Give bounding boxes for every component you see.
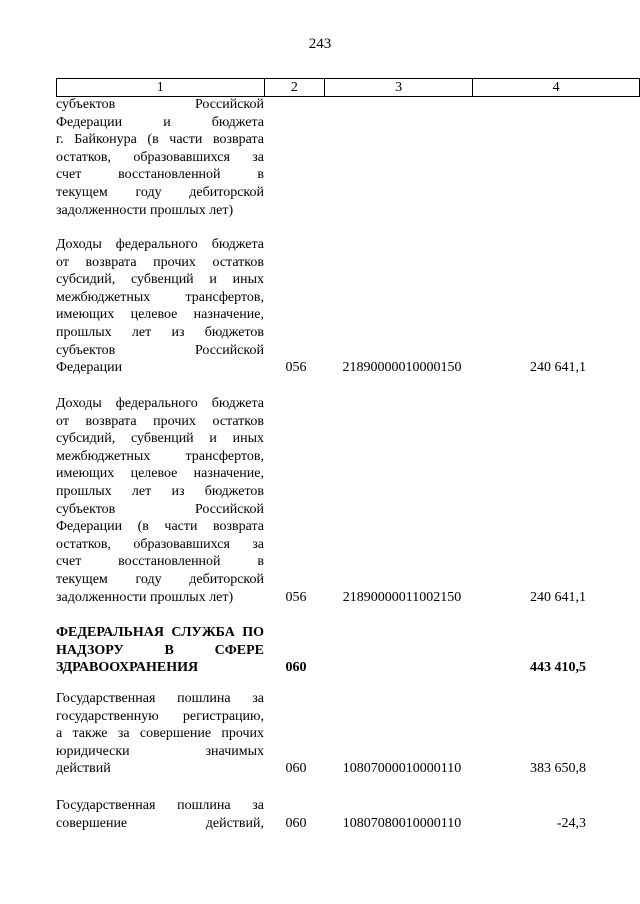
description-line: субсидий, субвенций и иных bbox=[56, 272, 264, 288]
row-description bbox=[56, 236, 264, 377]
description-line: ФЕДЕРАЛЬНАЯ СЛУЖБА ПО bbox=[56, 625, 264, 640]
row-amount: 240 641,1 bbox=[530, 589, 586, 605]
description-line: остатков, образовавшихся за bbox=[56, 536, 264, 552]
row-code: 056 bbox=[285, 589, 307, 605]
description-line: юридически значимых bbox=[56, 743, 264, 759]
row-amount: 240 641,1 bbox=[530, 360, 586, 376]
description-line: текущем году дебиторской bbox=[56, 571, 264, 587]
description-line: текущем году дебиторской bbox=[56, 184, 264, 200]
row-amount: 383 650,8 bbox=[530, 761, 586, 777]
row-description bbox=[56, 96, 264, 219]
description-line: субъектов Российской bbox=[56, 501, 264, 517]
row-code: 060 bbox=[285, 761, 307, 777]
page-number: 243 bbox=[308, 36, 332, 52]
description-line: имеющих целевое назначение, bbox=[56, 307, 264, 323]
column-header-table bbox=[56, 78, 640, 97]
description-line: Федерации (в части возврата bbox=[56, 519, 264, 535]
description-line: имеющих целевое назначение, bbox=[56, 466, 264, 482]
description-line: совершение действий, bbox=[56, 815, 264, 831]
description-line: действий bbox=[56, 761, 111, 777]
description-line: от возврата прочих остатков bbox=[56, 413, 264, 429]
description-line: прошлых лет из бюджетов bbox=[56, 483, 264, 499]
row-code: 056 bbox=[285, 360, 307, 376]
description-line: задолженности прошлых лет) bbox=[56, 589, 234, 605]
description-line: счет восстановленной в bbox=[56, 554, 264, 570]
description-line: НАДЗОРУ В СФЕРЕ bbox=[56, 642, 264, 658]
row-kbk: 21890000011002150 bbox=[342, 589, 462, 605]
description-line: субъектов Российской bbox=[56, 97, 264, 112]
row-kbk: 10807000010000110 bbox=[342, 761, 462, 777]
section-heading bbox=[56, 624, 264, 677]
description-line: субсидий, субвенций и иных bbox=[56, 431, 264, 447]
description-line: г. Байконура (в части возврата bbox=[56, 132, 264, 148]
description-line: счет восстановленной в bbox=[56, 167, 264, 183]
row-amount: 443 410,5 bbox=[530, 660, 586, 676]
description-line: межбюджетных трансфертов, bbox=[56, 289, 264, 305]
row-amount: -24,3 bbox=[556, 815, 586, 831]
column-header-4: 4 bbox=[473, 79, 640, 97]
description-line: задолженности прошлых лет) bbox=[56, 202, 234, 218]
row-description bbox=[56, 690, 264, 778]
description-line: Доходы федерального бюджета bbox=[56, 396, 264, 411]
description-line: субъектов Российской bbox=[56, 342, 264, 358]
description-line: Федерации bbox=[56, 360, 123, 376]
row-description bbox=[56, 797, 264, 832]
row-description bbox=[56, 395, 264, 606]
description-line: Государственная пошлина за bbox=[56, 798, 264, 813]
row-kbk: 21890000010000150 bbox=[342, 360, 462, 376]
column-header-1: 1 bbox=[57, 79, 265, 97]
description-line: ЗДРАВООХРАНЕНИЯ bbox=[56, 660, 199, 676]
row-code: 060 bbox=[285, 815, 307, 831]
description-line: государственную регистрацию, bbox=[56, 708, 264, 724]
description-line: Доходы федерального бюджета bbox=[56, 237, 264, 252]
description-line: Федерации и бюджета bbox=[56, 114, 264, 130]
row-kbk: 10807080010000110 bbox=[342, 815, 462, 831]
row-code: 060 bbox=[285, 660, 307, 676]
column-header-row bbox=[57, 79, 640, 97]
column-header-3: 3 bbox=[325, 79, 473, 97]
description-line: от возврата прочих остатков bbox=[56, 254, 264, 270]
description-line: межбюджетных трансфертов, bbox=[56, 448, 264, 464]
description-line: Государственная пошлина за bbox=[56, 691, 264, 706]
description-line: остатков, образовавшихся за bbox=[56, 149, 264, 165]
description-line: а также за совершение прочих bbox=[56, 726, 264, 742]
column-header-2: 2 bbox=[264, 79, 325, 97]
description-line: прошлых лет из бюджетов bbox=[56, 324, 264, 340]
